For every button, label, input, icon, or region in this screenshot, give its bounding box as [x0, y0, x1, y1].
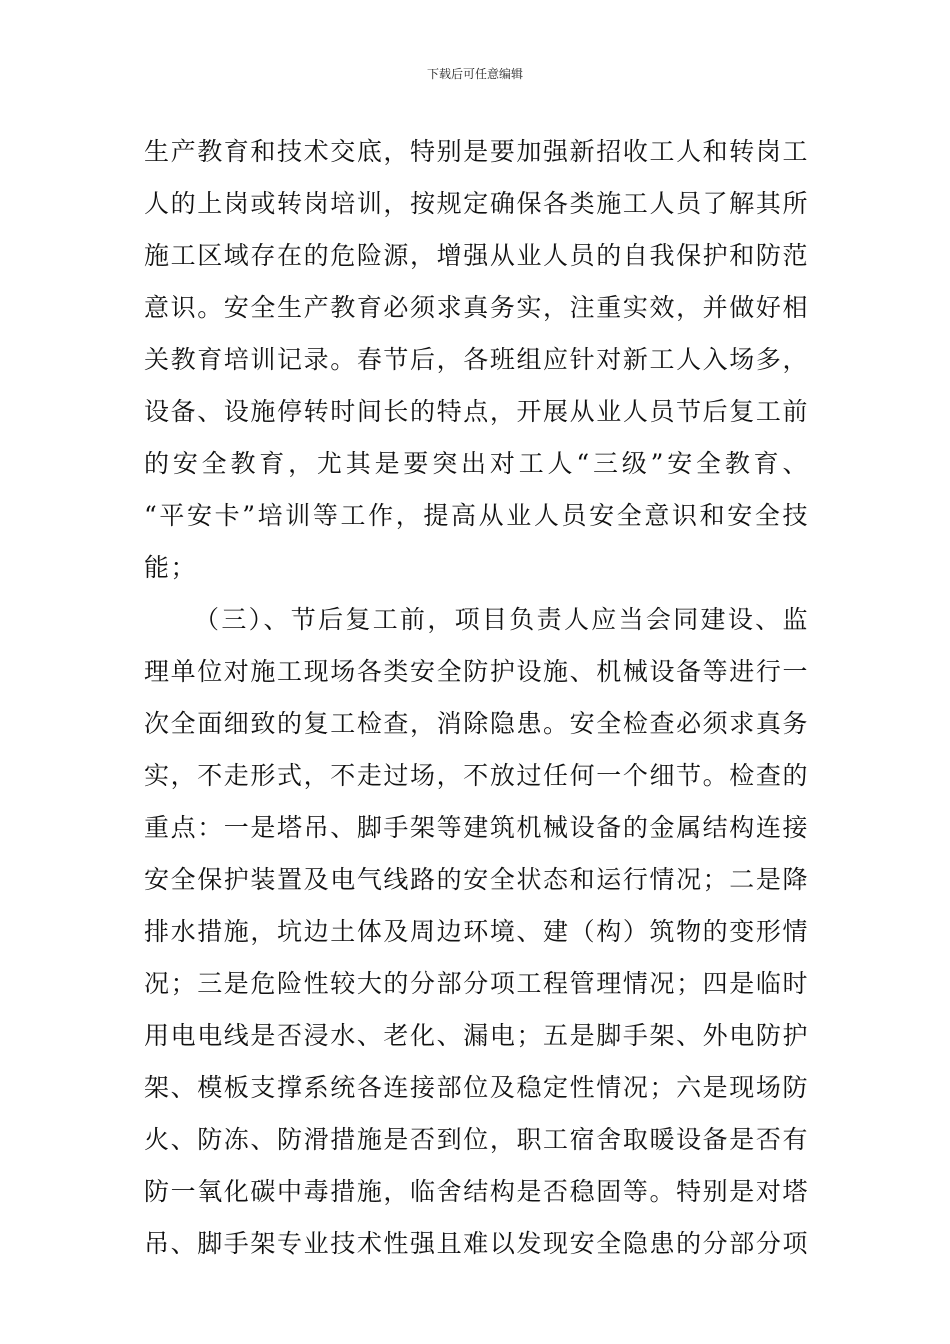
- text-line: 用电电线是否浸水、老化、漏电；五是脚手架、外电防护: [144, 1021, 809, 1050]
- text-line: 排水措施，坑边土体及周边环境、建（构）筑物的变形情: [144, 917, 809, 946]
- document-body: [144, 126, 809, 1270]
- text-line: 重点：一是塔吊、脚手架等建筑机械设备的金属结构连接: [144, 813, 809, 842]
- text-line: 生产教育和技术交底，特别是要加强新招收工人和转岗工: [144, 137, 809, 166]
- text-line: 次全面细致的复工检查，消除隐患。安全检查必须求真务: [144, 709, 809, 738]
- text-line: 的安全教育，尤其是要突出对工人“三级”安全教育、: [144, 449, 809, 478]
- text-line: 吊、脚手架专业技术性强且难以发现安全隐患的分部分项: [144, 1229, 809, 1258]
- text-line: 意识。安全生产教育必须求真务实，注重实效，并做好相: [144, 293, 809, 322]
- text-line: 实，不走形式，不走过场，不放过任何一个细节。检查的: [144, 761, 809, 790]
- text-line: 施工区域存在的危险源，增强从业人员的自我保护和防范: [144, 241, 809, 270]
- text-line: 火、防冻、防滑措施是否到位，职工宿舍取暖设备是否有: [144, 1125, 809, 1154]
- text-line: 设备、设施停转时间长的特点，开展从业人员节后复工前: [144, 397, 809, 426]
- text-line: 防一氧化碳中毒措施，临舍结构是否稳固等。特别是对塔: [144, 1177, 809, 1206]
- text-line: 况；三是危险性较大的分部分项工程管理情况；四是临时: [144, 969, 809, 998]
- text-line: 理单位对施工现场各类安全防护设施、机械设备等进行一: [144, 657, 809, 686]
- text-line: 安全保护装置及电气线路的安全状态和运行情况；二是降: [144, 865, 809, 894]
- page-header-note: 下载后可任意编辑: [426, 67, 523, 81]
- text-line: （三）、节后复工前，项目负责人应当会同建设、监: [194, 605, 809, 634]
- text-line: 关教育培训记录。春节后，各班组应针对新工人入场多，: [144, 345, 809, 374]
- text-line: 架、模板支撑系统各连接部位及稳定性情况；六是现场防: [144, 1073, 809, 1102]
- text-line: “平安卡”培训等工作，提高从业人员安全意识和安全技: [144, 501, 809, 530]
- paragraph-1: [144, 126, 809, 594]
- paragraph-2: [144, 594, 809, 1270]
- text-line: 能；: [144, 553, 198, 582]
- text-line: 人的上岗或转岗培训，按规定确保各类施工人员了解其所: [144, 189, 809, 218]
